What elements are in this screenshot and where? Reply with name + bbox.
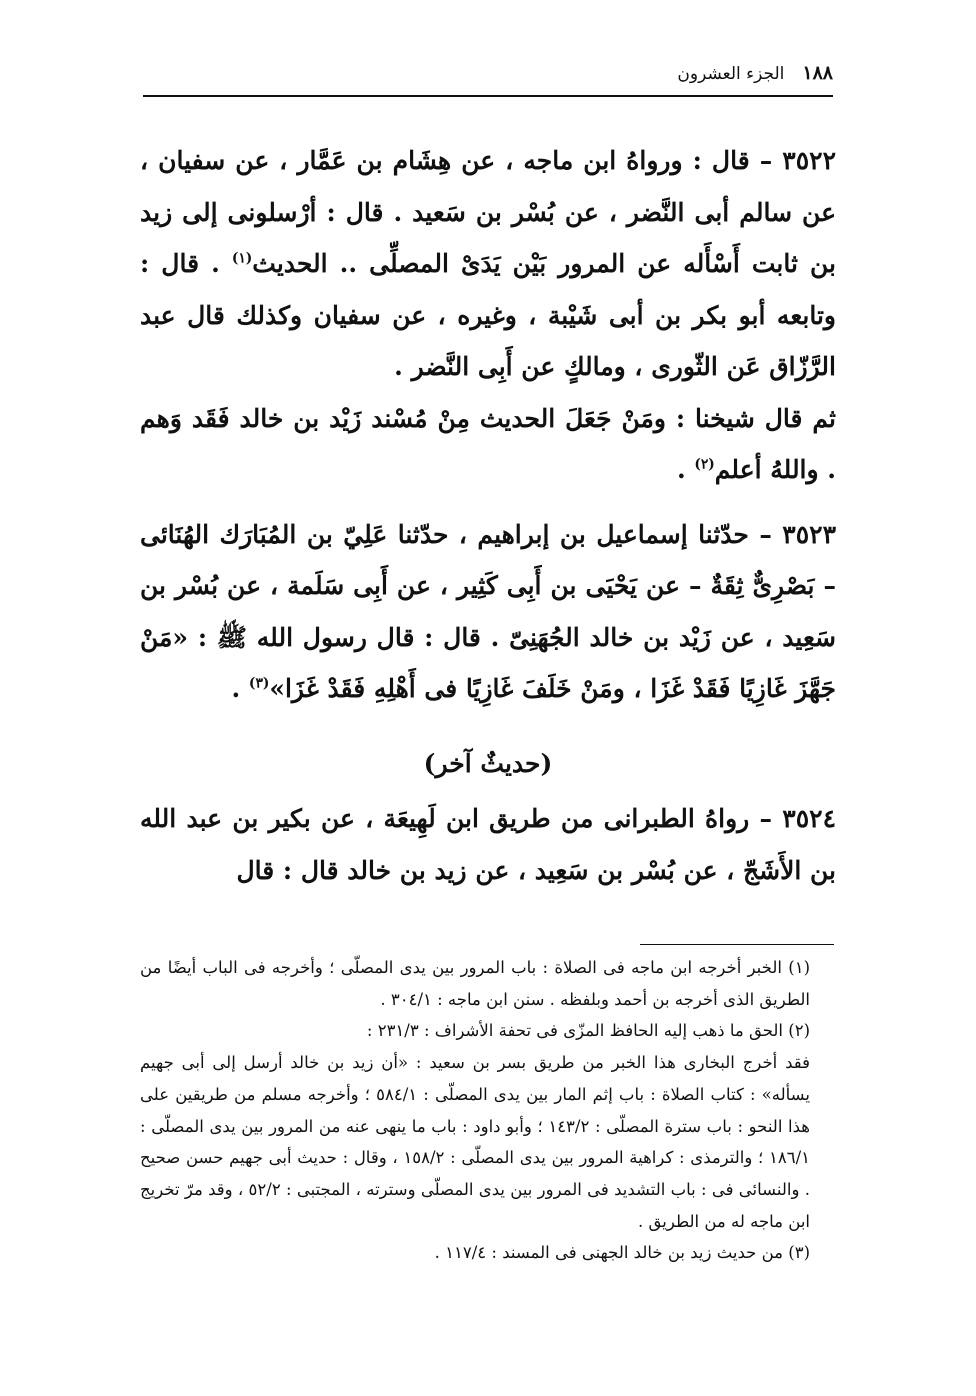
paragraph-text: ثم قال شيخنا : ومَنْ جَعَلَ الحديث مِنْ مُسْند زَيْد بن خالد فَقَد وَهم . واللهُ أعلم [140, 403, 836, 484]
footnote-ref: (١) [231, 250, 253, 267]
hadith-number: ٣٥٢٤ [782, 804, 836, 833]
paragraph-text: – قال : ورواهُ ابن ماجه ، عن هِشَام بن عَمَّار ، عن سفيان ، عن سالم أبى النَّضر ، عن بُسْر بن سَعيد . قال : أرْسلونى إلى زيد بن ثابت أَسْأَله عن المرور بَيْن يَدَىْ المصلِّى .. الحديث [140, 146, 836, 278]
header-rule [143, 95, 833, 97]
hadith-3524 [140, 793, 836, 896]
main-text [140, 135, 836, 896]
footnote-2: (٢) الحق ما ذهب إليه الحافظ المزّى فى تحفة الأشراف : ٢٣١/٣ : [366, 1021, 810, 1041]
footnote-ref: (٢) [694, 456, 715, 473]
paragraph-text: – حدّثنا إسماعيل بن إبراهيم ، حدّثنا عَلِيّ بن المُبَارَك الهُنَائى – بَصْرِىٌّ ثِقَةٌ – عن يَحْيَى بن أَبِى كَثِير ، عن أَبِى سَلَمة ، عن بُسْر بن سَعِيد ، عن زَيْد بن خالد الجُهَنِىّ . قال : قال رسول الله ﷺ : «مَنْ جَهَّزَ غَازِيًا فَقَدْ غَزَا ، ومَنْ خَلَفَ غَازِيًا فى أَهْلِهِ فَقَدْ غَزَا» [140, 519, 836, 703]
paragraph-text: – رواهُ الطبرانى من طريق ابن لَهِيعَة ، عن بكير بن عبد الله بن الأَشَجّ ، عن بُسْر بن سَعِيد ، عن زيد بن خالد قال : قال [140, 804, 836, 885]
paragraph-text: . [676, 455, 695, 484]
footnote-3: (٣) من حديث زيد بن خالد الجهنى فى المسند : ١١٧/٤ . [434, 1243, 810, 1263]
footnote-ref: (٣) [248, 675, 270, 692]
running-title: الجزء العشرون [677, 64, 785, 84]
footnote-2-continued: فقد أخرج البخارى هذا الخبر من طريق بسر بن سعيد : «أن زيد بن خالد أرسل إلى أبى جهيم يسأله» : كتاب الصلاة : باب إثم المار بين يدى المصلّى : ٥٨٤/١ ؛ وأخرجه مسلم من طريقين على هذا النحو : باب سترة المصلّى : ١٤٣/٢ ؛ وأبو داود : باب ما ينهى عنه من المرور بين يدى المصلّى : ١٨٦/١ ؛ والترمذى : كراهية المرور بين يدى المصلّى : ١٥٨/٢ ، وقال : حديث أبى جهيم حسن صحيح . والنسائى فى : باب التشديد فى المرور بين يدى المصلّى وسترته ، المجتبى : ٥٢/٢ ، وقد مرّ تخريج ابن ماجه له من الطريق . [140, 1053, 810, 1231]
footnotes [140, 952, 836, 1269]
section-title: (حديثٌ آخر) [423, 748, 553, 778]
page-header [143, 62, 833, 90]
page-number: ١٨٨ [802, 62, 833, 84]
paragraph-shaykh [140, 393, 836, 496]
paragraph-text: . قال : وتابعه أبو بكر بن أبى شَيْبة ، وغيره ، عن سفيان وكذلك قال عبد الرَّزّاق عَن الثّورى ، ومالكٍ عن أَبِى النَّضر . [140, 249, 836, 381]
paragraph-text: . [231, 674, 249, 703]
hadith-3522 [140, 135, 836, 393]
hadith-number: ٣٥٢٢ [782, 146, 836, 175]
hadith-3523 [140, 509, 836, 715]
footnote-rule [640, 944, 834, 945]
hadith-number: ٣٥٢٣ [782, 519, 836, 549]
footnote-1: (١) الخبر أخرجه ابن ماجه فى الصلاة : باب المرور بين يدى المصلّى ؛ وأخرجه فى الباب أيضًا من الطريق الذى أخرجه بن أحمد وبلفظه . سنن ابن ماجه : ٣٠٤/١ . [140, 958, 810, 1009]
